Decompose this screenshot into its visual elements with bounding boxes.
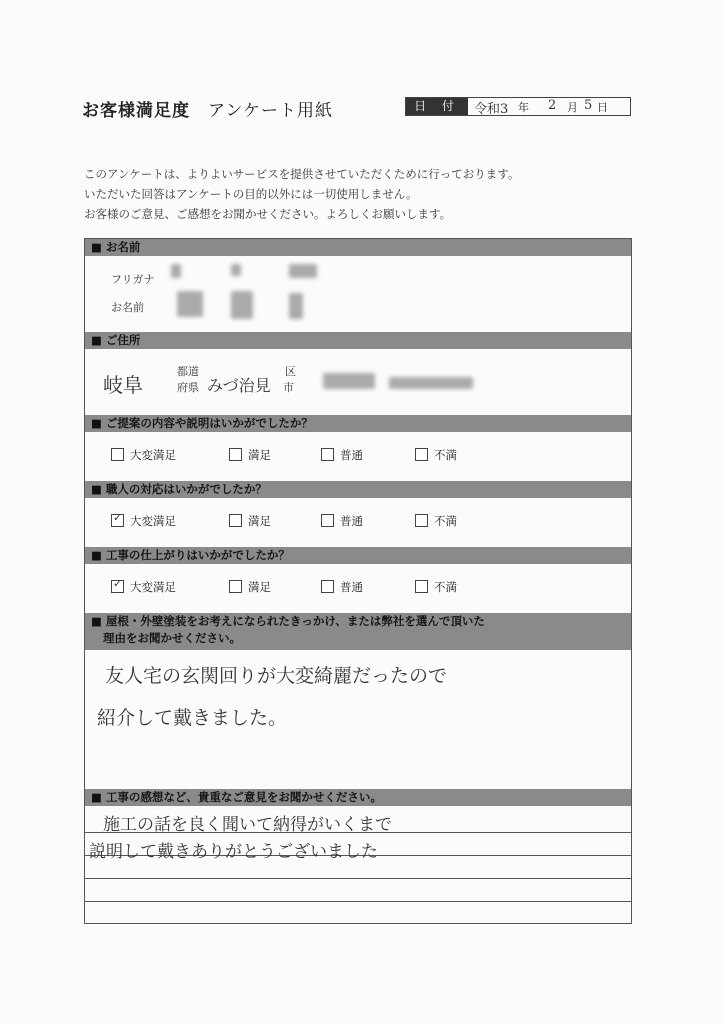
redacted-name [177,291,203,317]
date-year-unit: 年 [518,101,529,114]
q2-option-very-satisfied[interactable]: ✓ 大変満足 [113,511,176,528]
redacted-address [323,373,375,389]
checkbox[interactable] [111,448,124,461]
prefecture-value: 岐阜 [103,373,143,397]
check-mark-icon: ✓ [113,577,123,590]
pref-label-top: 都道 [177,365,199,378]
redacted-furigana [171,264,181,278]
q3-options [111,579,611,595]
name-label: お名前 [111,301,144,314]
date-day-unit: 日 [597,101,608,114]
address-section-heading: ■ ご住所 [85,332,631,349]
furigana-label: フリガナ [111,273,155,286]
pref-label-bottom: 府県 [177,381,199,394]
checkbox[interactable] [321,514,334,527]
q5-answer-line1: 施工の話を良く聞いて納得がいくまで [103,815,392,835]
ward-label-top: 区 [285,365,296,378]
date-field[interactable] [405,97,631,116]
q3-option-very-satisfied[interactable]: ✓ 大変満足 [113,577,176,594]
date-label: 日 付 [406,98,468,115]
redacted-name [289,293,303,319]
q4-heading-line1: ■ 屋根・外壁塗装をお考えになられたきっかけ、または弊社を選んで頂いた [91,614,485,628]
q2-options [111,513,611,529]
q3-heading: ■ 工事の仕上がりはいかがでしたか？ [85,547,631,564]
q2-heading: ■ 職人の対応はいかがでしたか？ [85,481,631,498]
q1-option-dissatisfied[interactable]: 不満 [415,447,457,463]
intro-line: いただいた回答はアンケートの目的以外には一切使用しません。 [84,187,418,201]
date-era: 令和3 [474,102,509,117]
q4-heading-line2: 理由をお聞かせください。 [103,631,241,645]
q5-answer-line2: 説明して戴きありがとうございました [89,842,378,862]
checkbox[interactable] [415,448,428,461]
name-section-heading: ■ お名前 [85,239,631,256]
checkbox[interactable] [415,514,428,527]
q2-option-average[interactable]: 普通 [321,513,363,529]
q1-option-very-satisfied[interactable]: 大変満足 [111,447,176,463]
intro-line: お客様のご意見、ご感想をお聞かせください。よろしくお願いします。 [84,207,452,221]
checkbox-checked[interactable] [111,511,124,527]
redacted-name [231,291,253,319]
q3-option-dissatisfied[interactable]: 不満 [415,579,457,595]
intro-line: このアンケートは、よりよいサービスを提供させていただくために行っております。 [84,167,520,181]
redacted-furigana [231,264,241,276]
city-value: みづ治見 [207,376,271,395]
q4-heading [85,613,631,650]
check-mark-icon: ✓ [113,511,123,524]
q4-answer-line1: 友人宅の玄関回りが大変綺麗だったので [105,665,448,687]
answer-rule [85,878,631,879]
q1-option-average[interactable]: 普通 [321,447,363,463]
q1-option-satisfied[interactable]: 満足 [229,447,271,463]
date-month-unit: 月 [567,101,578,114]
title-main: お客様満足度 [82,101,190,121]
q2-option-dissatisfied[interactable]: 不満 [415,513,457,529]
q1-heading: ■ ご提案の内容や説明はいかがでしたか？ [85,415,631,432]
date-month: 2 [548,98,557,113]
checkbox[interactable] [229,448,242,461]
q5-heading: ■ 工事の感想など、貴重なご意見をお聞かせください。 [85,789,631,806]
checkbox[interactable] [321,580,334,593]
title-sub: アンケート用紙 [208,101,333,121]
q4-answer-line2: 紹介して戴きました。 [97,707,288,729]
q1-options [111,447,611,463]
q3-option-satisfied[interactable]: 満足 [229,579,271,595]
checkbox[interactable] [415,580,428,593]
q2-option-satisfied[interactable]: 満足 [229,513,271,529]
form-title [82,96,333,121]
checkbox[interactable] [321,448,334,461]
q3-option-average[interactable]: 普通 [321,579,363,595]
intro-text [84,164,519,224]
date-day: 5 [584,98,593,113]
answer-rule [85,901,631,902]
survey-form [84,238,632,924]
redacted-furigana [289,264,317,278]
checkbox-checked[interactable] [111,577,124,593]
checkbox[interactable] [229,580,242,593]
ward-label-bottom: 市 [283,381,294,394]
checkbox[interactable] [229,514,242,527]
redacted-address [389,377,473,389]
